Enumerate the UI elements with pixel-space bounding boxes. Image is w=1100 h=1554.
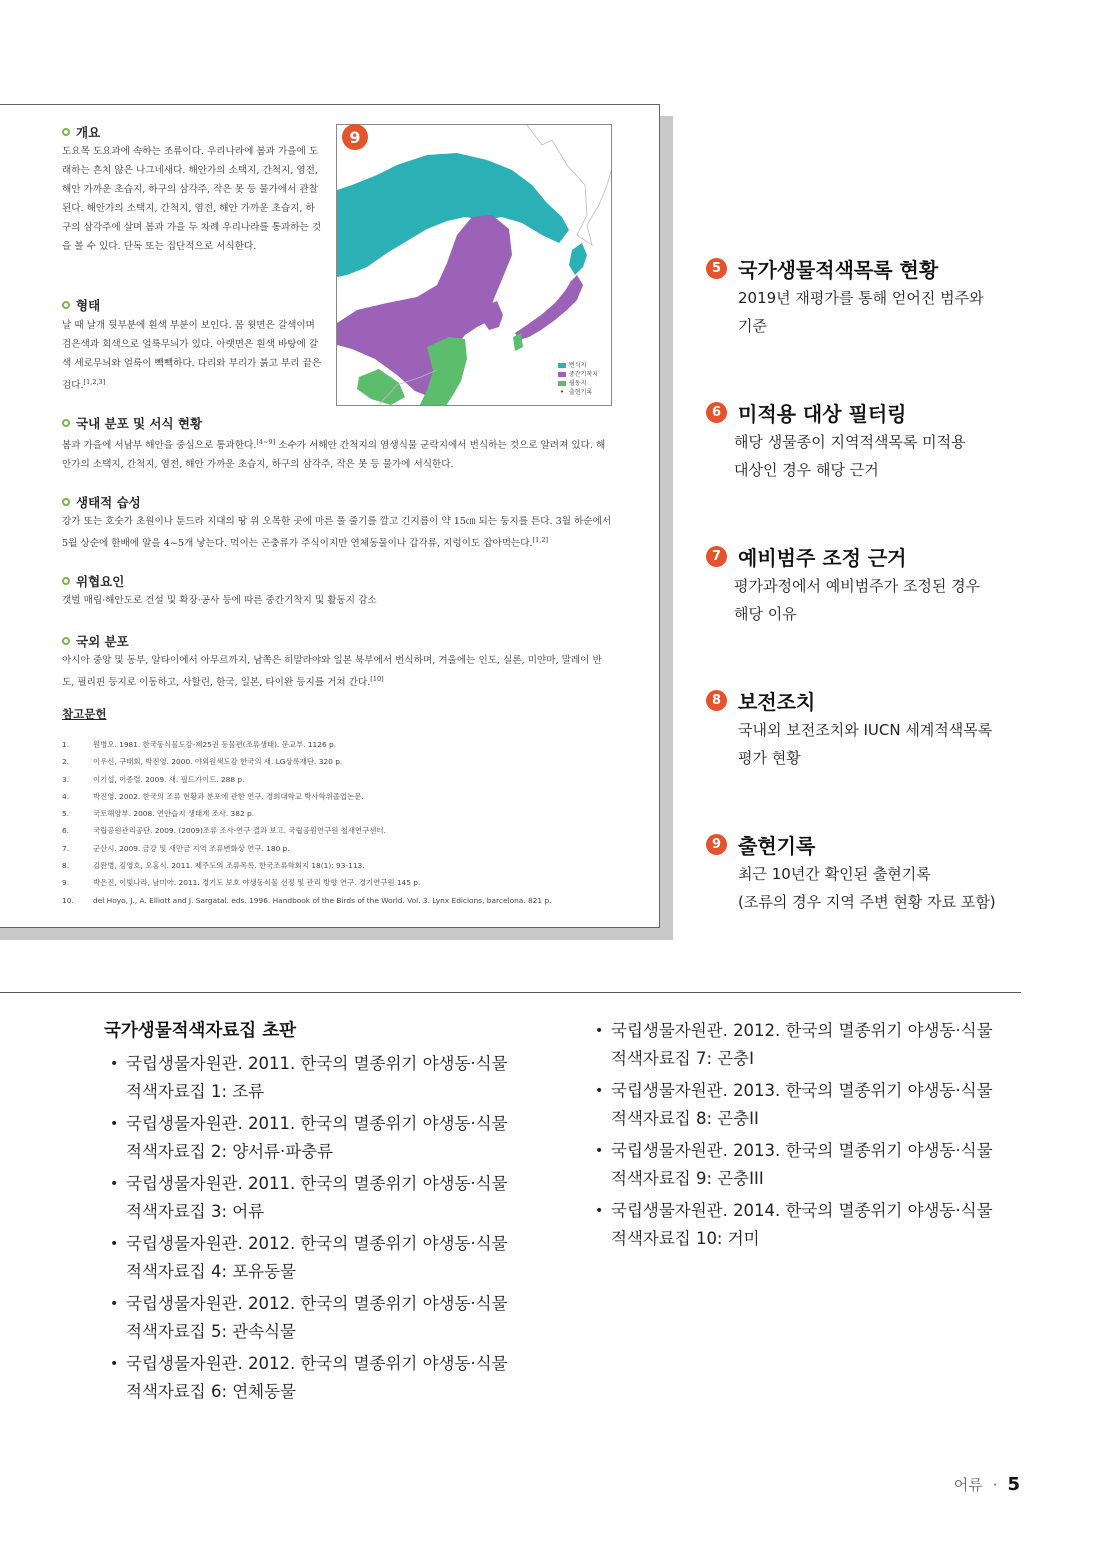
callout-number-badge: 7 <box>706 546 727 567</box>
reference-item: 9. 박은진, 이빛나라, 남미아. 2011. 경기도 보호 야생동식물 선정 및 관리 방향 연구. 경기연구원 145 p. <box>62 878 421 888</box>
reference-item: 6. 국립공원관리공단. 2009. (2009)조류 조사·연구 결과 보고. 국립공원연구원 철새연구센터. <box>62 826 386 836</box>
list-item: • 국립생물자원관. 2013. 한국의 멸종위기 야생동·식물 적색자료집 9: 곤충III <box>589 1137 1009 1193</box>
callout-title: 보전조치 <box>738 689 816 714</box>
callout-number-badge: 6 <box>706 402 727 423</box>
callout-number-badge: 9 <box>706 834 727 855</box>
circle-bullet-icon <box>62 498 70 506</box>
first-edition-list-right <box>589 1017 1009 1257</box>
callout-description: 2019년 재평가를 통해 얻어진 범주와 기준 <box>738 289 984 335</box>
section-body-domestic-distribution: 봄과 가을에 서남부 해안을 중심으로 통과한다.[4~9] 소수가 서해안 간척지의 염생식물 군락지에서 번식하는 것으로 알려져 있다. 해안가의 소택지, 간척지, 염전, 해안 가까운 초습지, 하구의 삼각주, 작은 못 등 물가에 서식한다. <box>62 438 606 471</box>
circle-bullet-icon <box>62 419 70 427</box>
callout-number-badge: 8 <box>706 690 727 711</box>
reference-item: 7. 군산시. 2009. 금강 및 새만금 지역 조류변화상 연구. 180 p. <box>62 843 290 853</box>
map-callout-badge: 9 <box>342 124 368 150</box>
list-item: • 국립생물자원관. 2013. 한국의 멸종위기 야생동·식물 적색자료집 8: 곤충II <box>589 1077 1009 1133</box>
reference-item: 1. 원병오. 1981. 한국동식물도감-제25권 동물편(조류생태). 문교부. 1126 p. <box>62 740 337 749</box>
callout-title: 예비범주 조정 근거 <box>738 545 907 570</box>
callout-conservation <box>706 685 1036 772</box>
list-item: • 국립생물자원관. 2011. 한국의 멸종위기 야생동·식물 적색자료집 2: 양서류·파충류 <box>104 1110 524 1166</box>
list-item: • 국립생물자원관. 2012. 한국의 멸종위기 야생동·식물 적색자료집 7: 곤충I <box>589 1017 1009 1073</box>
section-heading-morphology: 형태 <box>62 296 100 314</box>
list-item: • 국립생물자원관. 2012. 한국의 멸종위기 야생동·식물 적색자료집 5: 관속식물 <box>104 1290 524 1346</box>
reference-item: 4. 박진영. 2002. 한국의 조류 현황과 분포에 관한 연구. 경희대학교 박사학위졸업논문. <box>62 791 364 801</box>
section-body-overview: 도요목 도요과에 속하는 조류이다. 우리나라에 봄과 가을에 도래하는 흔치 않은 나그네새다. 해안가의 소택지, 간척지, 염전, 해안 가까운 초습지, 하구의 삼각주, 작은 못 등 물가에서 관찰된다. 해안가의 소택지, 간척지, 염전, 해안 가까운 초습지, 하구의 삼각주에 살며 봄과 가을 두 차례 우리나라를 통과하는 것을 볼 수 있다. 단독 또는 집단적으로 서식한다. <box>62 146 322 252</box>
section-divider <box>0 992 1021 993</box>
section-heading-threats: 위협요인 <box>62 572 124 590</box>
callout-description: 평가과정에서 예비범주가 조정된 경우 해당 이유 <box>734 577 981 623</box>
callout-title: 국가생물적색목록 현황 <box>738 257 939 282</box>
reference-item: 8. 김완병, 김영호, 오홍식. 2011. 제주도의 조류목록. 한국조류학회지 18(1): 93-113. <box>62 861 365 871</box>
section-body-threats: 갯벌 매립·해안도로 건설 및 확장·공사 등에 따른 중간기착지 및 활동지 감소 <box>62 595 377 606</box>
callout-preliminary-category <box>706 541 1036 628</box>
first-edition-list-left <box>104 1050 524 1410</box>
list-item: • 국립생물자원관. 2012. 한국의 멸종위기 야생동·식물 적색자료집 6: 연체동물 <box>104 1350 524 1406</box>
reference-item: 10. del Hoyo, J., A. Elliott and J. Sargatal. eds. 1996. Handbook of the Birds of the World. Vol. 3. Lynx Edicions, barcelona. 821 p. <box>62 895 552 905</box>
legend-item-stopover: 중간기착지 <box>558 370 602 379</box>
distribution-map <box>336 124 612 406</box>
callout-description: 해당 생물종이 지역적색목록 미적용 대상인 경우 해당 근거 <box>734 433 966 479</box>
callout-title: 출현기록 <box>738 833 816 858</box>
circle-bullet-icon <box>62 577 70 585</box>
circle-bullet-icon <box>62 301 70 309</box>
section-heading-overview: 개요 <box>62 123 100 141</box>
section-body-ecology: 강가 또는 호숫가 초원이나 툰드라 지대의 땅 위 오목한 곳에 마른 풀 줄기를 깔고 긴지름이 약 15㎝ 되는 둥지를 튼다. 3월 하순에서 5월 상순에 한배에 알을 4~5개 낳는다. 먹이는 곤충류가 주식이지만 연체동물이나 갑각류, 지렁이도 잡아먹는다.[1,2] <box>62 516 612 550</box>
section-heading-domestic-distribution: 국내 분포 및 서식 현황 <box>62 414 202 432</box>
reference-item: 2. 이우신, 구태회, 박진영. 2000. 야외원색도감 한국의 새. LG상록재단. 320 p. <box>62 757 343 767</box>
section-body-overseas-distribution: 아시아 중앙 및 동부, 알타이에서 아무르까지, 남쪽은 히말라야와 일본 북부에서 번식하며, 겨울에는 인도, 실론, 미얀마, 말레이 반도, 필리핀 등지로 이동하고, 사할린, 한국, 일본, 타이완 등지를 거쳐 간다.[10] <box>62 655 602 689</box>
section-heading-ecology: 생태적 습성 <box>62 493 141 511</box>
section-heading-overseas-distribution: 국외 분포 <box>62 632 129 650</box>
legend-item-sighting: • 출현기록 <box>559 388 593 396</box>
callout-occurrence-records <box>706 829 1046 916</box>
first-edition-title: 국가생물적색자료집 초판 <box>104 1021 297 1041</box>
callout-red-list-status <box>706 253 1036 340</box>
section-body-morphology: 날 때 날개 뒷부분에 흰색 부분이 보인다. 몸 윗면은 갈색이며 검은색과 회색으로 얼룩무늬가 있다. 아랫면은 흰색 바탕에 갈색 세로무늬와 얼룩이 빽빽하다. 다리와 부리가 붉고 부리 끝은 검다.[1,2,3] <box>62 320 322 392</box>
list-item: • 국립생물자원관. 2012. 한국의 멸종위기 야생동·식물 적색자료집 4: 포유동물 <box>104 1230 524 1286</box>
list-item: • 국립생물자원관. 2011. 한국의 멸종위기 야생동·식물 적색자료집 1: 조류 <box>104 1050 524 1106</box>
page-footer <box>954 1474 1020 1495</box>
callout-number-badge: 5 <box>706 258 727 279</box>
circle-bullet-icon <box>62 637 70 645</box>
list-item: • 국립생물자원관. 2014. 한국의 멸종위기 야생동·식물 적색자료집 10: 거미 <box>589 1197 1009 1253</box>
reference-item: 5. 국토해양부. 2008. 연안습지 생태계 조사. 382 p. <box>62 809 255 819</box>
callout-description: 최근 10년간 확인된 출현기록 (조류의 경우 지역 주변 현황 자료 포함) <box>738 865 996 911</box>
references-title: 참고문헌 <box>62 707 107 721</box>
legend-item-wintering: 월동지 <box>558 379 602 388</box>
callout-not-applicable-filter <box>706 397 1036 484</box>
legend-item-breeding: 번식지 <box>558 361 602 370</box>
callout-description: 국내외 보전조치와 IUCN 세계적색목록 평가 현황 <box>738 721 993 767</box>
callout-title: 미적용 대상 필터링 <box>738 401 907 426</box>
list-item: • 국립생물자원관. 2011. 한국의 멸종위기 야생동·식물 적색자료집 3: 어류 <box>104 1170 524 1226</box>
reference-item: 3. 이기섭, 이종렬. 2009. 새. 필드가이드. 288 p. <box>62 774 245 784</box>
footer-section-name: 어류 <box>953 1476 983 1494</box>
map-legend <box>555 359 605 399</box>
circle-bullet-icon <box>62 128 70 136</box>
references-list <box>62 736 642 909</box>
page-number: 5 <box>1007 1474 1020 1495</box>
footer-separator: · <box>992 1475 998 1494</box>
